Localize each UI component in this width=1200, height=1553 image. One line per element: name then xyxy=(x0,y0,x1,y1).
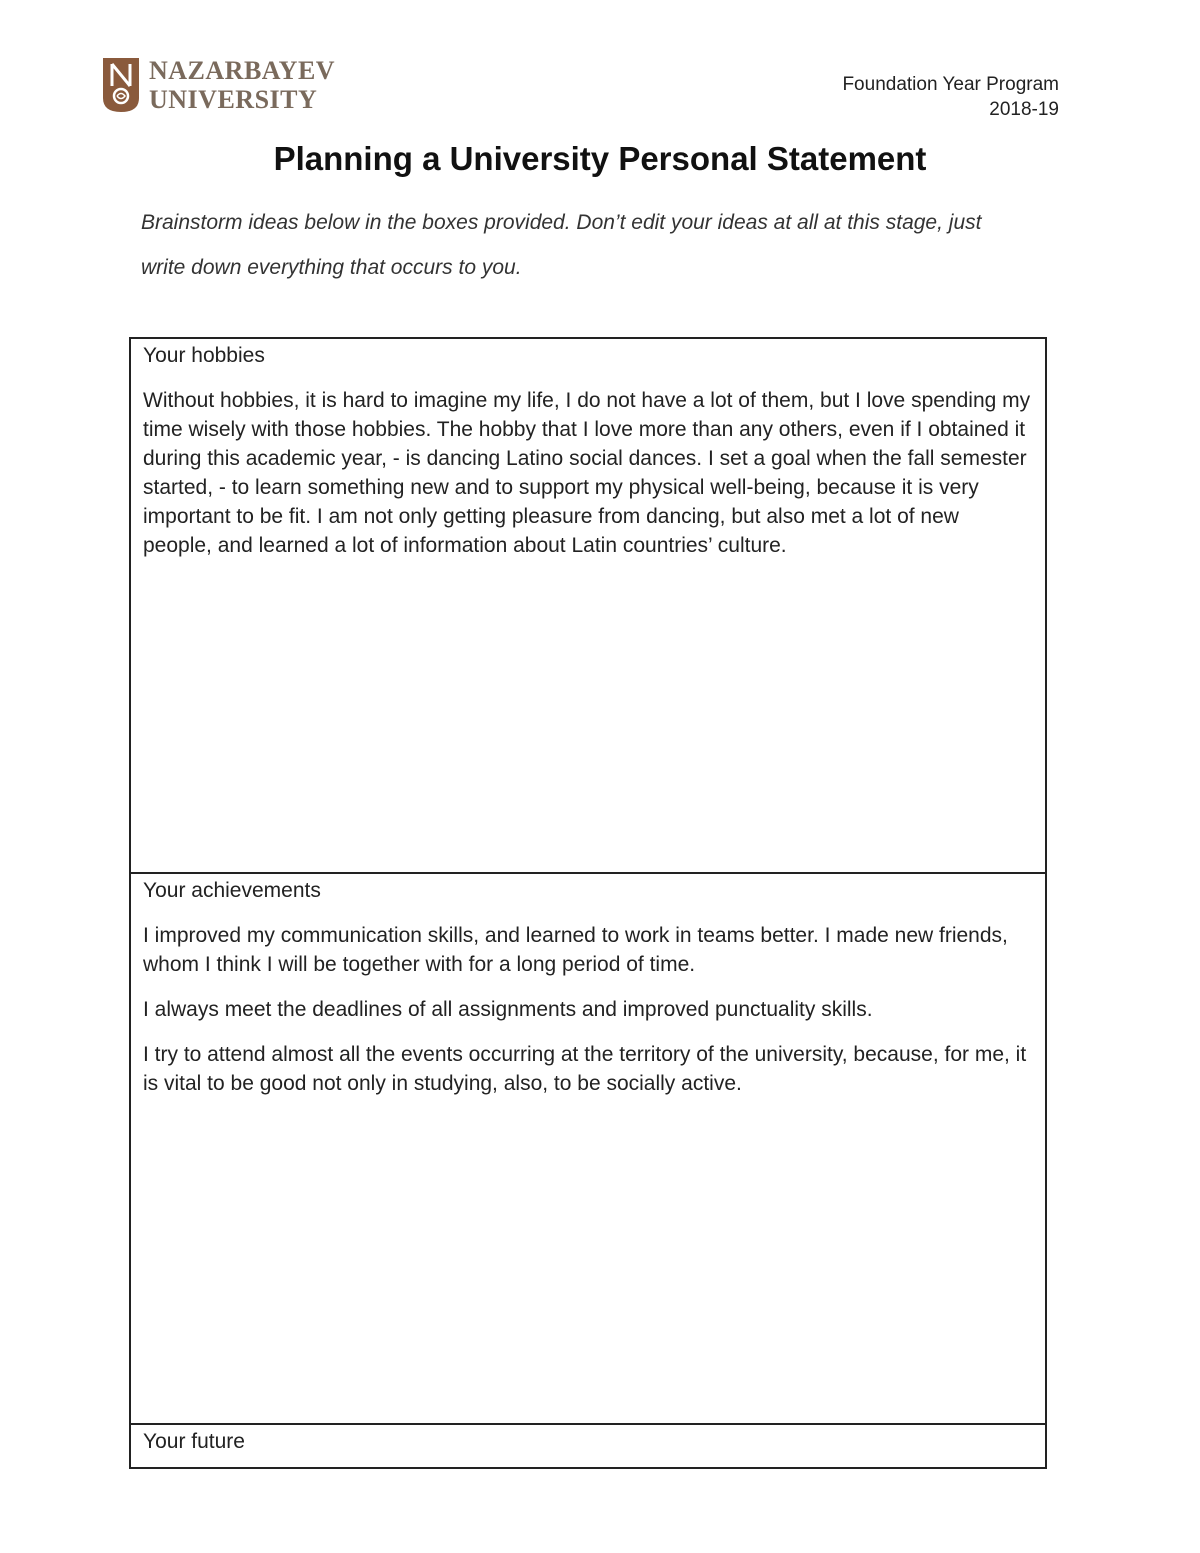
logo-wordmark-line2: UNIVERSITY xyxy=(149,85,318,114)
instructions: Brainstorm ideas below in the boxes provided. Don’t edit your ideas at all at this stage, just write down everything that occurs to you. xyxy=(141,211,982,279)
future-label: Your future xyxy=(143,1430,245,1453)
achievements-text-2: I always meet the deadlines of all assignments and improved punctuality skills. xyxy=(143,998,873,1021)
hobbies-box[interactable] xyxy=(131,339,1045,872)
achievements-box[interactable] xyxy=(131,872,1045,1423)
achievements-text-1: I improved my communication skills, and learned to work in teams better. I made new friends, whom I think I will be together with for a long period of time. xyxy=(143,924,1008,976)
program-info xyxy=(842,72,1059,122)
future-box[interactable] xyxy=(131,1423,1045,1467)
program-year: 2018-19 xyxy=(989,99,1059,120)
program-name: Foundation Year Program xyxy=(842,74,1059,95)
page-title: Planning a University Personal Statement xyxy=(273,140,927,177)
logo-wordmark-line1: NAZARBAYEV xyxy=(149,56,336,85)
achievements-text-3: I try to attend almost all the events occurring at the territory of the university, because, for me, it is vital to be good not only in studying, also, to be socially active. xyxy=(143,1043,1027,1095)
university-crest-icon xyxy=(103,58,139,112)
hobbies-text: Without hobbies, it is hard to imagine my life, I do not have a lot of them, but I love spending my time wisely with those hobbies. The hobby that I love more than any others, even if I obtained it during this academic year, - is dancing Latino social dances. I set a goal when the fall semester started, - to learn something new and to support my physical well-being, because it is very important to be fit. I am not only getting pleasure from dancing, but also met a lot of new people, and learned a lot of information about Latin countries’ culture. xyxy=(143,389,1031,557)
brainstorm-table xyxy=(129,337,1047,1469)
achievements-label: Your achievements xyxy=(143,879,321,902)
university-logo xyxy=(103,56,353,116)
hobbies-label: Your hobbies xyxy=(143,344,265,367)
